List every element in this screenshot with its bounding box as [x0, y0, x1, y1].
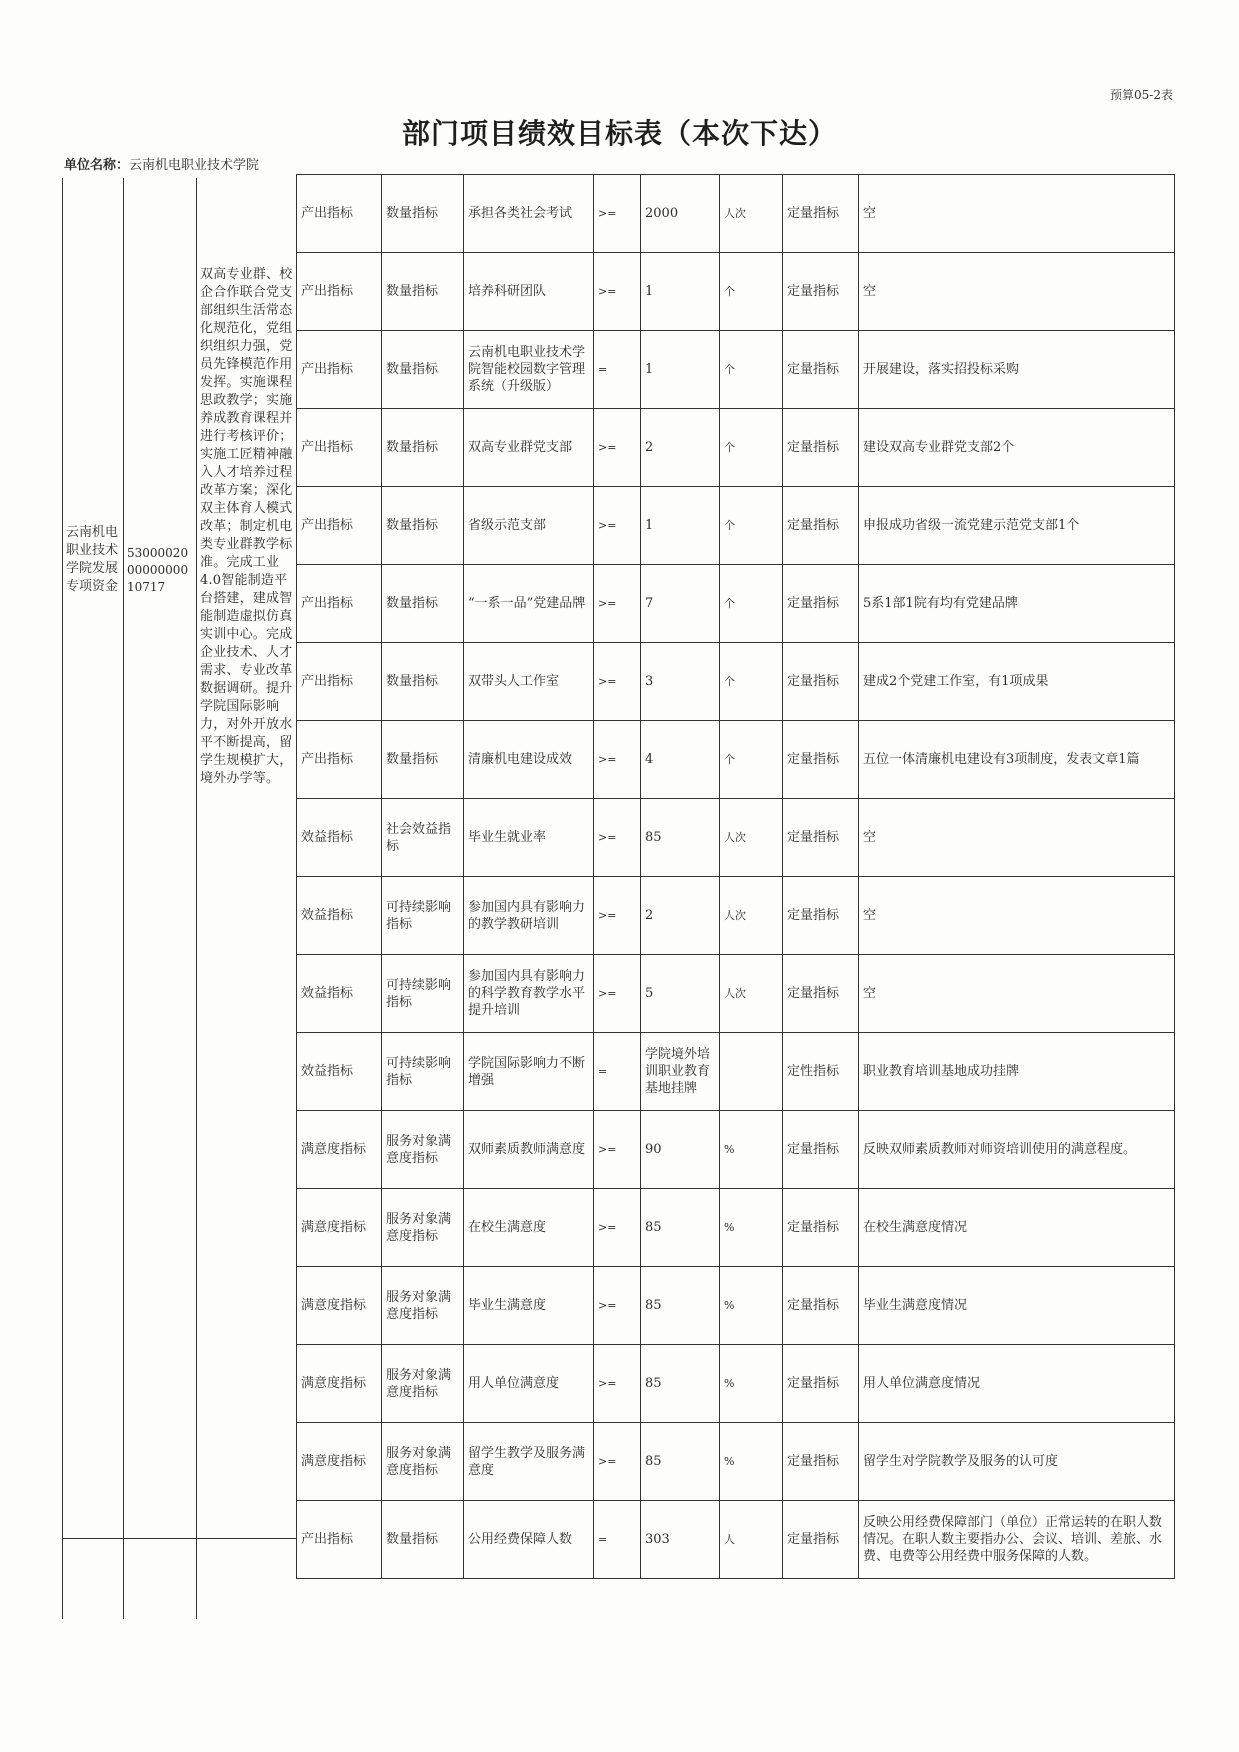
indicator-type: 定量指标	[783, 487, 859, 565]
comparison-operator: =	[594, 1033, 641, 1111]
level1-indicator: 效益指标	[297, 877, 382, 955]
measure-unit: %	[720, 1423, 783, 1501]
comparison-operator: >=	[594, 955, 641, 1033]
indicator-type: 定量指标	[783, 721, 859, 799]
level2-indicator: 可持续影响指标	[382, 1033, 464, 1111]
indicator-name: 参加国内具有影响力的科学教育教学水平提升培训	[464, 955, 594, 1033]
target-value: 5	[641, 955, 720, 1033]
level1-indicator: 效益指标	[297, 799, 382, 877]
level1-indicator: 满意度指标	[297, 1267, 382, 1345]
level2-indicator: 数量指标	[382, 175, 464, 253]
indicator-name: 双高专业群党支部	[464, 409, 594, 487]
indicator-note: 空	[859, 955, 1175, 1033]
indicator-note: 毕业生满意度情况	[859, 1267, 1175, 1345]
level1-indicator: 产出指标	[297, 253, 382, 331]
indicator-note: 建成2个党建工作室，有1项成果	[859, 643, 1175, 721]
level1-indicator: 满意度指标	[297, 1345, 382, 1423]
target-value: 90	[641, 1111, 720, 1189]
comparison-operator: >=	[594, 487, 641, 565]
indicator-name: 用人单位满意度	[464, 1345, 594, 1423]
indicator-note: 反映公用经费保障部门（单位）正常运转的在职人数情况。在职人数主要指办公、会议、培训、差旅、水费、电费等公用经费中服务保障的人数。	[859, 1501, 1175, 1579]
comparison-operator: >=	[594, 565, 641, 643]
target-value: 1	[641, 331, 720, 409]
level2-indicator: 数量指标	[382, 643, 464, 721]
target-value: 85	[641, 1189, 720, 1267]
indicator-type: 定量指标	[783, 253, 859, 331]
indicator-name: 学院国际影响力不断增强	[464, 1033, 594, 1111]
table-row	[297, 1267, 1175, 1345]
level2-indicator: 数量指标	[382, 1501, 464, 1579]
measure-unit: %	[720, 1267, 783, 1345]
indicator-type: 定量指标	[783, 1345, 859, 1423]
indicator-note: 建设双高专业群党支部2个	[859, 409, 1175, 487]
table-row	[297, 409, 1175, 487]
indicator-type: 定性指标	[783, 1033, 859, 1111]
level2-indicator: 数量指标	[382, 721, 464, 799]
indicator-name: 参加国内具有影响力的教学教研培训	[464, 877, 594, 955]
indicator-type: 定量指标	[783, 1267, 859, 1345]
indicator-type: 定量指标	[783, 565, 859, 643]
level1-indicator: 满意度指标	[297, 1111, 382, 1189]
level2-indicator: 可持续影响指标	[382, 877, 464, 955]
target-value: 7	[641, 565, 720, 643]
level1-indicator: 产出指标	[297, 409, 382, 487]
measure-unit: 个	[720, 721, 783, 799]
comparison-operator: =	[594, 331, 641, 409]
indicator-note: 在校生满意度情况	[859, 1189, 1175, 1267]
table-row	[297, 1423, 1175, 1501]
measure-unit: %	[720, 1111, 783, 1189]
target-value: 1	[641, 253, 720, 331]
level1-indicator: 产出指标	[297, 487, 382, 565]
indicator-name: 毕业生满意度	[464, 1267, 594, 1345]
indicator-name: 培养科研团队	[464, 253, 594, 331]
indicator-note: 空	[859, 877, 1175, 955]
level1-indicator: 产出指标	[297, 1501, 382, 1579]
table-row	[297, 565, 1175, 643]
unit-name-line	[64, 154, 259, 173]
comparison-operator: >=	[594, 409, 641, 487]
measure-unit: 个	[720, 331, 783, 409]
page-title: 部门项目绩效目标表（本次下达）	[401, 117, 837, 150]
indicator-name: 毕业生就业率	[464, 799, 594, 877]
comparison-operator: >=	[594, 877, 641, 955]
level2-indicator: 服务对象满意度指标	[382, 1423, 464, 1501]
measure-unit: 个	[720, 253, 783, 331]
measure-unit: 人次	[720, 799, 783, 877]
indicator-note: 开展建设，落实招投标采购	[859, 331, 1175, 409]
level1-indicator: 效益指标	[297, 1033, 382, 1111]
level2-indicator: 数量指标	[382, 487, 464, 565]
indicator-note: 5系1部1院有均有党建品牌	[859, 565, 1175, 643]
level1-indicator: 满意度指标	[297, 1423, 382, 1501]
indicator-type: 定量指标	[783, 1189, 859, 1267]
target-value: 3	[641, 643, 720, 721]
table-row	[297, 1189, 1175, 1267]
column-divider	[62, 178, 63, 1619]
level1-indicator: 产出指标	[297, 565, 382, 643]
target-value: 2	[641, 409, 720, 487]
level2-indicator: 社会效益指标	[382, 799, 464, 877]
target-value: 1	[641, 487, 720, 565]
indicator-note: 五位一体清廉机电建设有3项制度，发表文章1篇	[859, 721, 1175, 799]
measure-unit: 人次	[720, 175, 783, 253]
indicator-type: 定量指标	[783, 175, 859, 253]
measure-unit: 个	[720, 487, 783, 565]
column-divider	[196, 178, 197, 1619]
comparison-operator: >=	[594, 643, 641, 721]
indicator-table	[296, 174, 1175, 1579]
indicator-note: 空	[859, 799, 1175, 877]
level2-indicator: 数量指标	[382, 565, 464, 643]
table-row	[297, 955, 1175, 1033]
level1-indicator: 产出指标	[297, 175, 382, 253]
indicator-note: 职业教育培训基地成功挂牌	[859, 1033, 1175, 1111]
indicator-type: 定量指标	[783, 799, 859, 877]
table-row	[297, 487, 1175, 565]
target-value: 85	[641, 1267, 720, 1345]
indicator-name: “一系一品”党建品牌	[464, 565, 594, 643]
level2-indicator: 数量指标	[382, 253, 464, 331]
table-row	[297, 1345, 1175, 1423]
target-value: 85	[641, 799, 720, 877]
measure-unit: 个	[720, 643, 783, 721]
target-value: 85	[641, 1345, 720, 1423]
measure-unit: 人次	[720, 955, 783, 1033]
measure-unit: 个	[720, 565, 783, 643]
comparison-operator: >=	[594, 721, 641, 799]
level2-indicator: 可持续影响指标	[382, 955, 464, 1033]
comparison-operator: >=	[594, 1189, 641, 1267]
target-value: 303	[641, 1501, 720, 1579]
project-description: 双高专业群、校企合作联合党支部组织生活常态化规范化，党组织组织力强，党员先锋模范作用发挥。实施课程思政教学；实施养成教育课程并进行考核评价；实施工匠精神融入人才培养过程改革方案；深化双主体育人模式改革；制定机电类专业群教学标准。完成工业4.0智能制造平台搭建，建成智能制造虚拟仿真实训中心。完成企业技术、人才需求、专业改革数据调研。提升学院国际影响力，对外开放水平不断提高，留学生规模扩大，境外办学等。	[200, 267, 293, 786]
indicator-name: 在校生满意度	[464, 1189, 594, 1267]
indicator-type: 定量指标	[783, 1423, 859, 1501]
target-value: 学院境外培训职业教育基地挂牌	[641, 1033, 720, 1111]
comparison-operator: >=	[594, 1111, 641, 1189]
unit-name-label: 单位名称：	[64, 158, 130, 173]
level2-indicator: 服务对象满意度指标	[382, 1345, 464, 1423]
table-row	[297, 1033, 1175, 1111]
level1-indicator: 产出指标	[297, 331, 382, 409]
indicator-name: 承担各类社会考试	[464, 175, 594, 253]
measure-unit: %	[720, 1189, 783, 1267]
indicator-name: 留学生教学及服务满意度	[464, 1423, 594, 1501]
level1-indicator: 产出指标	[297, 721, 382, 799]
level2-indicator: 服务对象满意度指标	[382, 1189, 464, 1267]
target-value: 2000	[641, 175, 720, 253]
indicator-name: 省级示范支部	[464, 487, 594, 565]
indicator-note: 空	[859, 175, 1175, 253]
column-divider	[123, 178, 124, 1619]
level1-indicator: 效益指标	[297, 955, 382, 1033]
measure-unit: 人次	[720, 877, 783, 955]
project-separator	[62, 1538, 297, 1539]
indicator-type: 定量指标	[783, 877, 859, 955]
indicator-note: 反映双师素质教师对师资培训使用的满意程度。	[859, 1111, 1175, 1189]
table-row	[297, 253, 1175, 331]
table-row	[297, 721, 1175, 799]
indicator-type: 定量指标	[783, 409, 859, 487]
target-value: 4	[641, 721, 720, 799]
indicator-name: 公用经费保障人数	[464, 1501, 594, 1579]
indicator-type: 定量指标	[783, 1111, 859, 1189]
table-row	[297, 1501, 1175, 1579]
project-name: 云南机电职业技术学院发展专项资金	[66, 525, 119, 594]
comparison-operator: >=	[594, 253, 641, 331]
table-row	[297, 331, 1175, 409]
comparison-operator: >=	[594, 1423, 641, 1501]
indicator-note: 留学生对学院教学及服务的认可度	[859, 1423, 1175, 1501]
table-row	[297, 175, 1175, 253]
level2-indicator: 数量指标	[382, 331, 464, 409]
level1-indicator: 产出指标	[297, 643, 382, 721]
form-code: 预算05-2表	[1110, 88, 1173, 102]
indicator-note: 用人单位满意度情况	[859, 1345, 1175, 1423]
measure-unit: 人	[720, 1501, 783, 1579]
indicator-note: 申报成功省级一流党建示范党支部1个	[859, 487, 1175, 565]
table-row	[297, 799, 1175, 877]
indicator-name: 清廉机电建设成效	[464, 721, 594, 799]
indicator-name: 双带头人工作室	[464, 643, 594, 721]
indicator-name: 双师素质教师满意度	[464, 1111, 594, 1189]
comparison-operator: >=	[594, 1267, 641, 1345]
indicator-type: 定量指标	[783, 331, 859, 409]
level2-indicator: 服务对象满意度指标	[382, 1111, 464, 1189]
table-row	[297, 877, 1175, 955]
indicator-type: 定量指标	[783, 1501, 859, 1579]
indicator-name: 云南机电职业技术学院智能校园数字管理系统（升级版）	[464, 331, 594, 409]
comparison-operator: >=	[594, 799, 641, 877]
indicator-note: 空	[859, 253, 1175, 331]
project-code: 530000200000000010717	[127, 546, 189, 594]
level1-indicator: 满意度指标	[297, 1189, 382, 1267]
measure-unit	[720, 1033, 783, 1111]
table-row	[297, 643, 1175, 721]
comparison-operator: =	[594, 1501, 641, 1579]
target-value: 85	[641, 1423, 720, 1501]
measure-unit: %	[720, 1345, 783, 1423]
level2-indicator: 服务对象满意度指标	[382, 1267, 464, 1345]
target-value: 2	[641, 877, 720, 955]
measure-unit: 个	[720, 409, 783, 487]
table-row	[297, 1111, 1175, 1189]
indicator-type: 定量指标	[783, 955, 859, 1033]
comparison-operator: >=	[594, 175, 641, 253]
indicator-type: 定量指标	[783, 643, 859, 721]
level2-indicator: 数量指标	[382, 409, 464, 487]
comparison-operator: >=	[594, 1345, 641, 1423]
unit-name-value: 云南机电职业技术学院	[129, 158, 260, 173]
